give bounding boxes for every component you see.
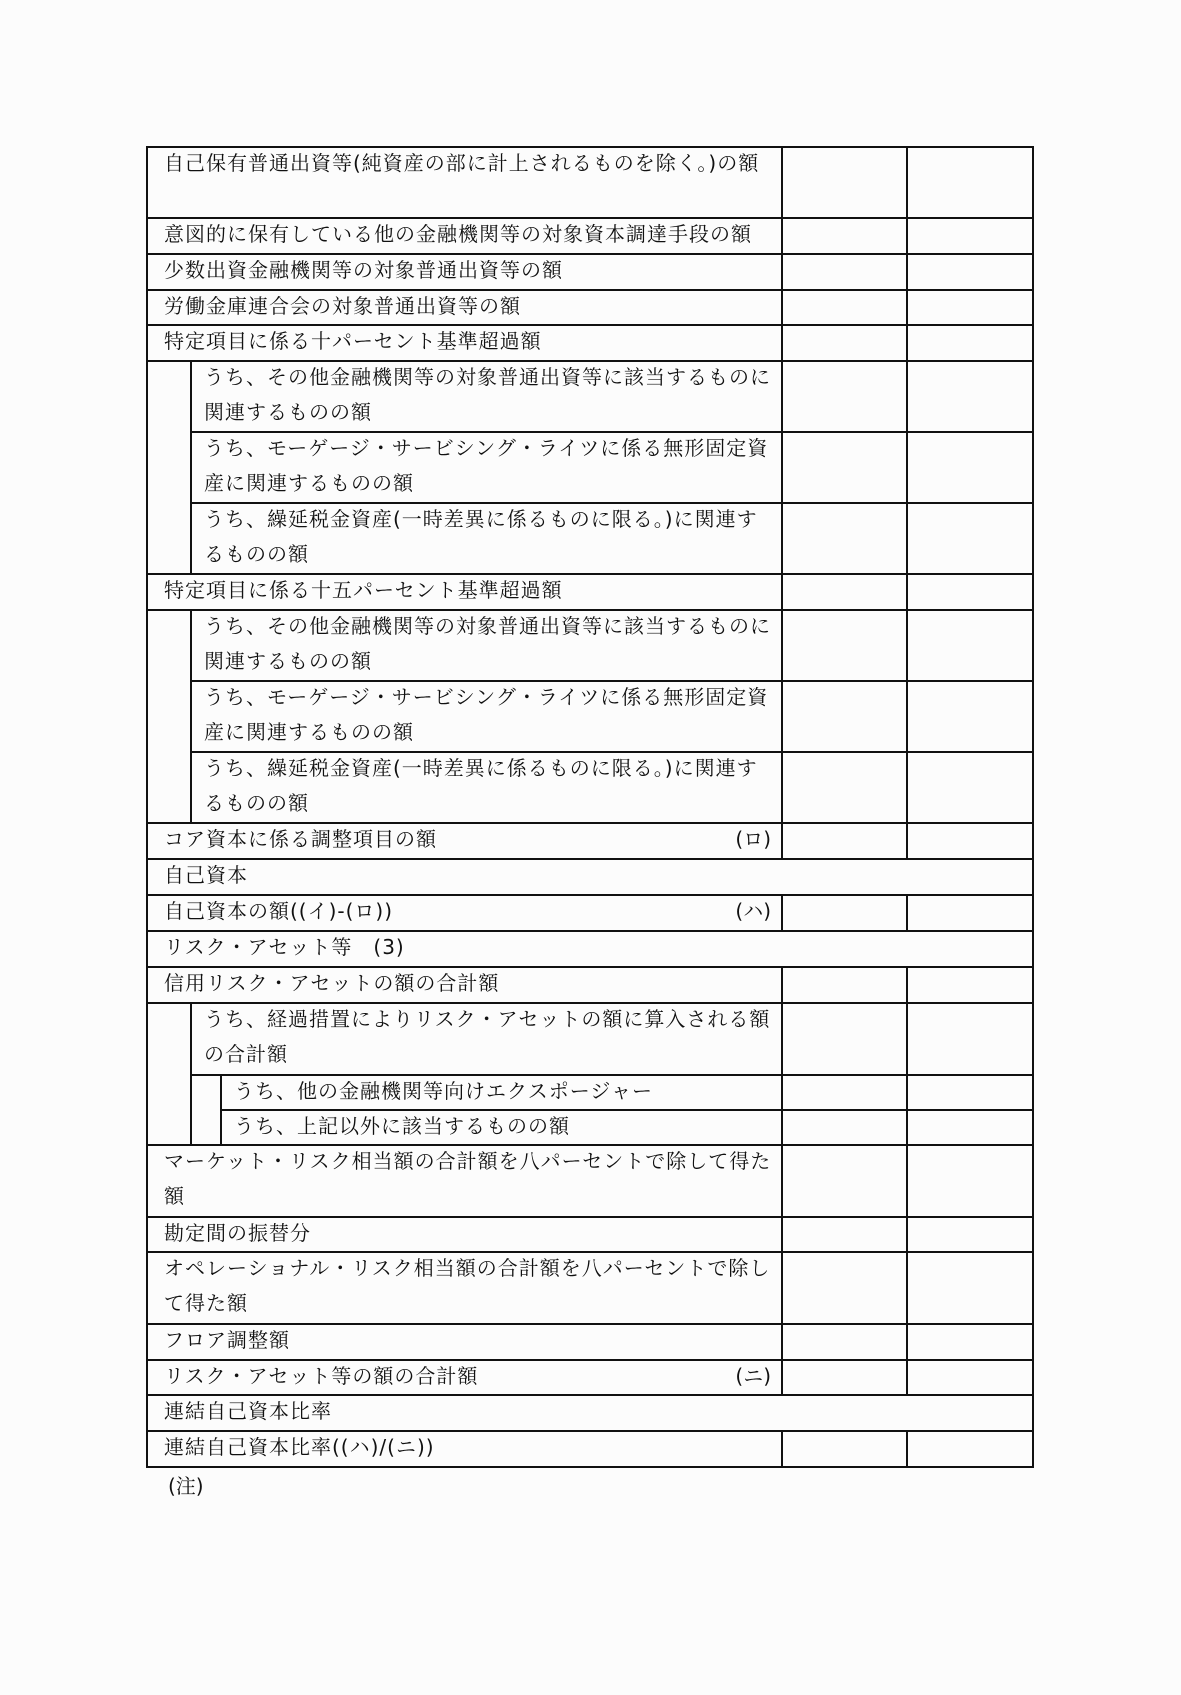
indent-spacer (146, 360, 192, 575)
value-cell-2[interactable] (906, 502, 1034, 575)
row-label: うち、その他金融機関等の対象普通出資等に該当するものに関連するものの額 (204, 614, 771, 673)
value-cell-1[interactable] (781, 894, 908, 932)
value-cell-2[interactable] (906, 1359, 1034, 1396)
value-cell-1[interactable] (781, 253, 908, 291)
table-row-label (146, 146, 783, 219)
table-row-label (220, 1109, 783, 1146)
footnote: (注) (168, 1474, 204, 1498)
row-label: 労働金庫連合会の対象普通出資等の額 (164, 294, 521, 318)
row-label: 自己資本の額((イ)-(ロ)) (164, 899, 394, 923)
row-label: うち、モーゲージ・サービシング・ライツに係る無形固定資産に関連するものの額 (204, 685, 769, 744)
value-cell-1[interactable] (781, 609, 908, 682)
table-row-label (146, 1430, 783, 1468)
row-label: うち、その他金融機関等の対象普通出資等に該当するものに関連するものの額 (204, 365, 771, 424)
value-cell-1[interactable] (781, 1109, 908, 1146)
value-cell-2[interactable] (906, 894, 1034, 932)
value-cell-2[interactable] (906, 573, 1034, 611)
section-header-row (146, 858, 1034, 896)
row-label: 勘定間の振替分 (164, 1221, 311, 1245)
value-cell-1[interactable] (781, 324, 908, 362)
value-cell-1[interactable] (781, 822, 908, 860)
table-row-label (146, 1359, 783, 1396)
row-label: うち、モーゲージ・サービシング・ライツに係る無形固定資産に関連するものの額 (204, 436, 769, 495)
table-row-label (190, 431, 783, 504)
row-label: 信用リスク・アセットの額の合計額 (164, 971, 500, 995)
table-row-label (146, 573, 783, 611)
table-row-label (190, 751, 783, 824)
value-cell-2[interactable] (906, 1074, 1034, 1111)
row-marker: (ロ) (735, 827, 771, 851)
row-label: 意図的に保有している他の金融機関等の対象資本調達手段の額 (164, 222, 752, 246)
value-cell-1[interactable] (781, 1359, 908, 1396)
value-cell-1[interactable] (781, 146, 908, 219)
value-cell-1[interactable] (781, 217, 908, 255)
value-cell-2[interactable] (906, 360, 1034, 433)
value-cell-2[interactable] (906, 1109, 1034, 1146)
table-row-label (190, 360, 783, 433)
value-cell-1[interactable] (781, 431, 908, 504)
row-label: うち、繰延税金資産(一時差異に係るものに限る。)に関連するものの額 (204, 756, 758, 815)
row-label: オペレーショナル・リスク相当額の合計額を八パーセントで除して得た額 (164, 1256, 771, 1315)
row-label: 自己保有普通出資等(純資産の部に計上されるものを除く。)の額 (164, 151, 760, 175)
value-cell-2[interactable] (906, 1144, 1034, 1218)
value-cell-2[interactable] (906, 217, 1034, 255)
row-label: 連結自己資本比率((ハ)/(ニ)) (164, 1435, 435, 1459)
value-cell-1[interactable] (781, 289, 908, 326)
table-row-label (146, 324, 783, 362)
value-cell-1[interactable] (781, 1074, 908, 1111)
table-row-label (146, 1323, 783, 1361)
value-cell-2[interactable] (906, 1323, 1034, 1361)
table-row-label (146, 217, 783, 255)
row-label: うち、上記以外に該当するものの額 (234, 1114, 570, 1138)
row-label: 連結自己資本比率 (164, 1399, 332, 1423)
row-label: フロア調整額 (164, 1328, 290, 1352)
value-cell-1[interactable] (781, 1251, 908, 1325)
value-cell-1[interactable] (781, 1430, 908, 1468)
value-cell-2[interactable] (906, 1216, 1034, 1253)
section-header-row (146, 930, 1034, 968)
value-cell-1[interactable] (781, 1144, 908, 1218)
row-label: 特定項目に係る十五パーセント基準超過額 (164, 578, 563, 602)
value-cell-2[interactable] (906, 609, 1034, 682)
row-label: リスク・アセット等の額の合計額 (164, 1364, 479, 1388)
table-row-label (146, 1251, 783, 1325)
row-label: 少数出資金融機関等の対象普通出資等の額 (164, 258, 563, 282)
value-cell-2[interactable] (906, 431, 1034, 504)
value-cell-2[interactable] (906, 253, 1034, 291)
value-cell-1[interactable] (781, 680, 908, 753)
table-row-label (146, 894, 783, 932)
table-row-label (190, 609, 783, 682)
value-cell-1[interactable] (781, 573, 908, 611)
value-cell-2[interactable] (906, 1251, 1034, 1325)
value-cell-2[interactable] (906, 680, 1034, 753)
value-cell-2[interactable] (906, 289, 1034, 326)
indent-spacer (146, 1002, 192, 1146)
row-label: リスク・アセット等 (3) (164, 935, 405, 959)
value-cell-2[interactable] (906, 1430, 1034, 1468)
value-cell-2[interactable] (906, 146, 1034, 219)
value-cell-2[interactable] (906, 751, 1034, 824)
table-row-label (220, 1074, 783, 1111)
value-cell-1[interactable] (781, 1216, 908, 1253)
row-marker: (ニ) (735, 1364, 771, 1388)
table-row-label (190, 1002, 783, 1076)
value-cell-1[interactable] (781, 360, 908, 433)
section-header-row (146, 1394, 1034, 1432)
value-cell-2[interactable] (906, 966, 1034, 1004)
row-label: マーケット・リスク相当額の合計額を八パーセントで除して得た額 (164, 1149, 772, 1208)
table-row-label (146, 1144, 783, 1218)
row-label: コア資本に係る調整項目の額 (164, 827, 437, 851)
table-row-label (146, 1216, 783, 1253)
row-label: 特定項目に係る十パーセント基準超過額 (164, 329, 542, 353)
row-label: うち、経過措置によりリスク・アセットの額に算入される額の合計額 (204, 1007, 771, 1066)
value-cell-1[interactable] (781, 1323, 908, 1361)
indent-spacer (146, 609, 192, 824)
table-row-label (146, 253, 783, 291)
row-label: うち、繰延税金資産(一時差異に係るものに限る。)に関連するものの額 (204, 507, 758, 566)
row-label: 自己資本 (164, 863, 248, 887)
table-row-label (146, 822, 783, 860)
value-cell-2[interactable] (906, 1002, 1034, 1076)
value-cell-1[interactable] (781, 966, 908, 1004)
row-label: うち、他の金融機関等向けエクスポージャー (234, 1079, 653, 1103)
table-row-label (190, 502, 783, 575)
table-row-label (146, 966, 783, 1004)
value-cell-2[interactable] (906, 324, 1034, 362)
row-marker: (ハ) (735, 899, 771, 923)
value-cell-1[interactable] (781, 502, 908, 575)
table-row-label (190, 680, 783, 753)
value-cell-1[interactable] (781, 751, 908, 824)
value-cell-2[interactable] (906, 822, 1034, 860)
value-cell-1[interactable] (781, 1002, 908, 1076)
indent-spacer (190, 1074, 222, 1146)
table-row-label (146, 289, 783, 326)
